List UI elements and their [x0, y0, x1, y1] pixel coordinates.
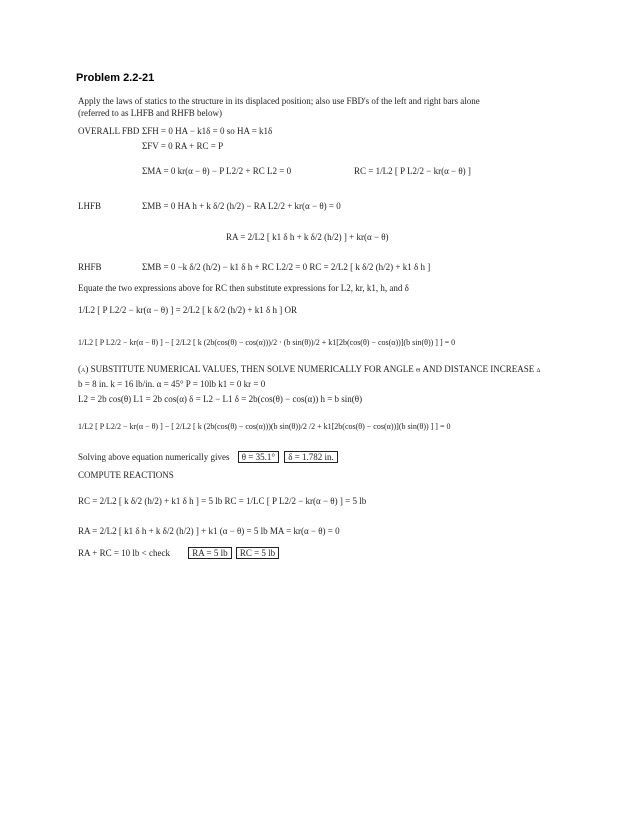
ra-equations: RA = 2/L2 [ k1 δ h + k δ/2 (h/2) ] + k1 (α − θ) = 5 lb MA = kr(α − θ) = 0	[78, 526, 340, 536]
overall-eq3-right: RC = 1/L2 [ P L2/2 − kr(α − θ) ]	[354, 166, 471, 176]
equate-eq1: 1/L2 [ P L2/2 − kr(α − θ) ] = 2/L2 [ k δ/2 (h/2) + k1 δ h ] OR	[78, 305, 297, 315]
equate-eq2: 1/L2 [ P L2/2 − kr(α − θ) ] − [ 2/L2 [ k (2b(cos(θ) − cos(α)))/2 · (b sin(θ))/2 + k1[2b(cos(θ) − cos(α))](b sin(θ)) ] ] = 0	[78, 338, 456, 347]
overall-label: OVERALL FBD	[78, 126, 140, 136]
rhfb-label: RHFB	[78, 262, 102, 272]
overall-eq2: ΣFV = 0 RA + RC = P	[142, 141, 224, 151]
equate-text: Equate the two expressions above for RC then substitute expressions for L2, kr, k1, h, and δ	[78, 283, 409, 293]
rc-result: RC = 5 lb	[236, 547, 279, 559]
overall-eq3-left: ΣMA = 0 kr(α − θ) − P L2/2 + RC L2 = 0	[142, 166, 292, 176]
geometry-relations: L2 = 2b cos(θ) L1 = 2b cos(α) δ = L2 − L1 δ = 2b(cos(θ) − cos(α)) h = b sin(θ)	[78, 394, 363, 404]
intro-line-2: (referred to as LHFB and RHFB below)	[78, 108, 222, 118]
delta-result: δ = 1.782 in.	[284, 451, 338, 463]
lhfb-eq1: ΣMB = 0 HA h + k δ/2 (h/2) − RA L2/2 + kr(α − θ) = 0	[142, 201, 341, 211]
theta-result: θ = 35.1°	[238, 451, 279, 463]
check-line	[78, 548, 279, 558]
lhfb-label: LHFB	[78, 201, 102, 211]
rc-equations: RC = 2/L2 [ k δ/2 (h/2) + k1 δ h ] = 5 lb RC = 1/LC [ P L2/2 − kr(α − θ) ] = 5 lb	[78, 496, 367, 506]
intro-line-1: Apply the laws of statics to the structure in its displaced position; also use FBD's of the left and right bars alone	[78, 96, 480, 106]
problem-title: Problem 2.2-21	[76, 72, 155, 84]
solve-line	[78, 452, 338, 462]
ra-result: RA = 5 lb	[188, 547, 231, 559]
numeric-equation: 1/L2 [ P L2/2 − kr(α − θ) ] − [ 2/L2 [ k (2b(cos(θ) − cos(α)))(b sin(θ))/2 /2 + k1[2b(cos(θ) − cos(α))](b sin(θ)) ] ] = 0	[78, 422, 451, 431]
given-values: b = 8 in. k = 16 lb/in. α = 45° P = 10lb k1 = 0 kr = 0	[78, 379, 266, 389]
solve-text: Solving above equation numerically gives	[78, 452, 230, 462]
rhfb-eq1: ΣMB = 0 −k δ/2 (h/2) − k1 δ h + RC L2/2 = 0 RC = 2/L2 [ k δ/2 (h/2) + k1 δ h ]	[142, 262, 431, 272]
compute-label: COMPUTE REACTIONS	[78, 470, 174, 480]
lhfb-eq2: RA = 2/L2 [ k1 δ h + k δ/2 (h/2) ] + kr(α − θ)	[226, 232, 389, 242]
check-sum: RA + RC = 10 lb < check	[78, 548, 170, 558]
overall-eq1: ΣFH = 0 HA − k1δ = 0 so HA = k1δ	[142, 126, 273, 136]
part-a-heading: (a) SUBSTITUTE NUMERICAL VALUES, THEN SOLVE NUMERICALLY FOR ANGLE θ AND DISTANCE INCREASE δ	[78, 364, 541, 374]
